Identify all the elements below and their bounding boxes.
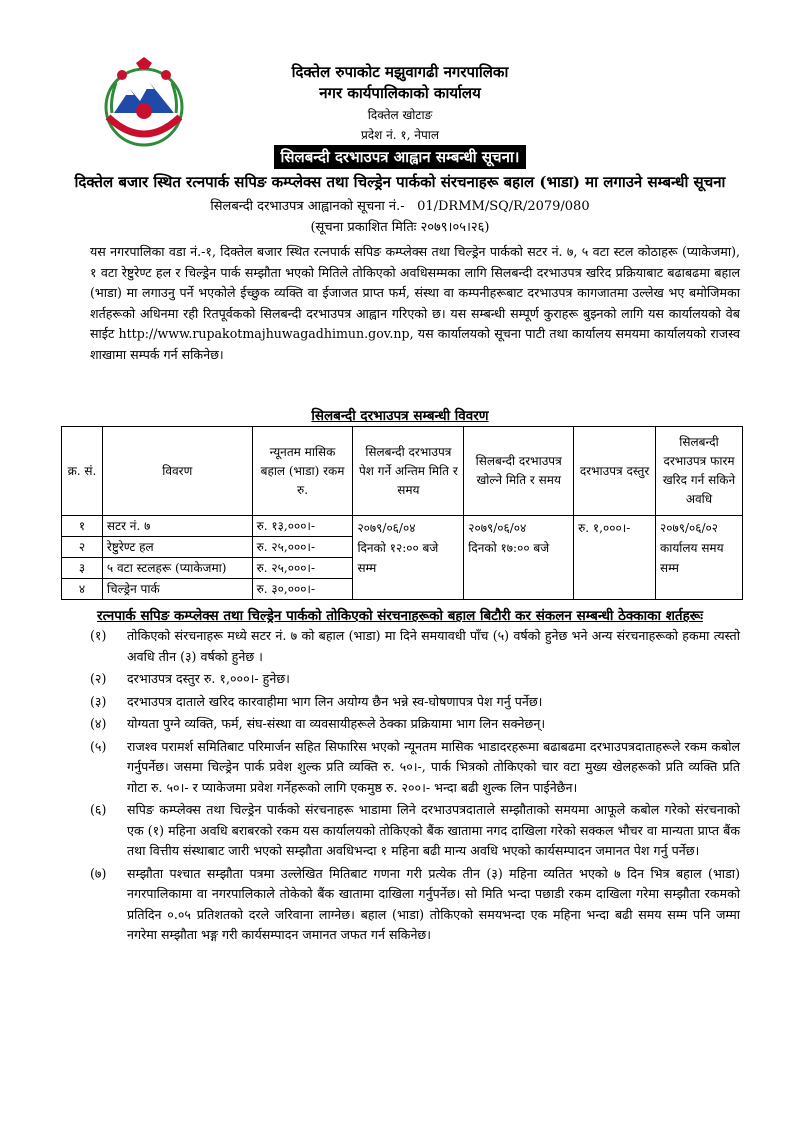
row-min-rent: रु. २५,०००।- [252,537,353,558]
header-submit-deadline: सिलबन्दी दरभाउपत्र पेश गर्ने अन्तिम मिति र समय [353,427,464,516]
terms-title: रत्नपार्क सपिङ कम्प्लेक्स तथा चिल्ड्रेन पार्कको तोकिएको संरचनाहरूको बहाल बिटौरी कर संकलन सम्बन्धी ठेक्काका शर्तहरूः [97,608,703,624]
publication-date: (सूचना प्रकाशित मितिः २०७९।०५।२६) [310,220,490,235]
row-description: रेष्टुरेण्ट हल [102,537,252,558]
list-item [90,864,740,946]
submit-deadline-cell [353,516,464,600]
header-opening-date: सिलबन्दी दरभाउपत्र खोल्ने मिति र समय [464,427,574,516]
office-name: नगर कार्यपालिकाको कार्यालय [319,84,481,102]
submit-until: सम्म [357,561,377,575]
opening-date-cell [464,516,574,600]
terms-list [90,626,740,948]
header-description: विवरण [102,427,252,516]
purchase-date: २०७९/०६/०२ [660,521,719,535]
row-description: चिल्ड्रेन पार्क [102,579,252,600]
submit-date: २०७९/०६/०४ [357,521,416,535]
term-number: (६) [90,802,107,817]
list-item [90,626,740,667]
open-date: २०७९/०६/०४ [468,521,527,535]
municipality-name: दिक्तेल रुपाकोट मझुवागढी नगरपालिका [291,63,509,81]
term-number: (४) [90,716,107,731]
term-number: (१) [90,628,107,643]
header-serial: क्र. सं. [62,427,103,516]
table-row [62,516,743,537]
term-text: योग्यता पुग्ने व्यक्ति, फर्म, संघ-संस्था वा व्यवसायीहरूले ठेक्का प्रक्रियामा भाग लिन सक्नेछन्। [127,716,546,731]
list-item [90,800,740,862]
term-text: राजश्व परामर्श समितिबाट परिमार्जन सहित सिफारिस भएको न्यूनतम मासिक भाडादरहरूमा बढाबढमा दरभाउपत्रदाताहरूले रकम कबोल गर्नुपर्नेछ। जसमा चिल्ड्रेन पार्क प्रवेश शुल्क प्रति व्यक्ति रु. ५०।-, पार्क भित्रको तोकिएको चार वटा मुख्य खेलहरूको प्रति व्यक्ति प्रति गोटा रु. ५०।- र प्याकेजमा प्रवेश गर्नेहरूको लागि एकमुष्ठ रु. २००।- भन्दा बढी शुल्क लिन पाईनेछैन। [127,738,740,795]
list-item [90,737,740,799]
notice-reference: सिलबन्दी दरभाउपत्र आह्वानको सूचना नं.- 01/DRMM/SQ/R/2079/080 [210,199,590,214]
term-number: (३) [90,693,107,709]
row-min-rent: रु. २५,०००।- [252,558,353,579]
term-text: सपिङ कम्प्लेक्स तथा चिल्ड्रेन पार्कको संरचनाहरू भाडामा लिने दरभाउपत्रदाताले सम्झौताको समयमा आफूले कबोल गरेको संरचनाको एक (१) महिना अवधि बराबरको रकम यस कार्यालयको तोकिएको बैंक खातामा नगद दाखिला गरेको सक्कल भौचर वा मान्यता प्राप्त बैंक तथा वित्तीय संस्थाबाट जारी भएको सम्झौता अवधिभन्दा १ महिना बढी मान्य अवधि भएको कार्यसम्पादन जमानत पेश गर्नु पर्नेछ। [127,802,740,858]
bid-details-table [61,426,743,600]
term-number: (७) [90,865,107,881]
table-header-row [62,427,743,516]
province: प्रदेश नं. १, नेपाल [360,128,440,142]
header-min-rent: न्यूनतम मासिक बहाल (भाडा) रकम रु. [252,427,353,516]
term-text: तोकिएको संरचनाहरू मध्ये सटर नं. ७ को बहाल (भाडा) मा दिने समयावधी पाँच (५) वर्षको हुनेछ भने अन्य संरचनाहरूको हकमा त्यस्तो अवधि तीन (३) वर्षको हुनेछ । [127,628,740,664]
row-min-rent: रु. ३०,०००।- [252,579,353,600]
term-number: (२) [90,671,107,686]
row-serial: ४ [62,579,103,600]
term-text: सम्झौता पश्चात सम्झौता पत्रमा उल्लेखित मितिबाट गणना गरी प्रत्येक तीन (३) महिना व्यतित भएको ७ दिन भित्र बहाल (भाडा) नगरपालिकामा वा नगरपालिकाले तोकेको बैंक खातामा दाखिला गर्नुपर्नेछ। सो मिति भन्दा पछाडी रकम दाखिला गरेमा सम्झौता रकमको प्रतिदिन ०.०५ प्रतिशतको दरले जरिवाना लाग्नेछ। बहाल (भाडा) तोकिएको समयभन्दा एक महिना भन्दा बढी समय सम्म पनि जम्मा नगरेमा सम्झौता भङ्ग गरी कार्यसम्पादन जमानत जफत गर्न सकिनेछ। [127,865,740,942]
notice-badge-wrap [0,145,800,169]
fee-cell: रु. १,०००।- [574,516,656,600]
table-title: सिलबन्दी दरभाउपत्र सम्बन्धी विवरण [311,408,489,424]
header-purchase-period: सिलबन्दी दरभाउपत्र फारम खरिद गर्न सकिने अवधि [656,427,743,516]
row-min-rent: रु. १३,०००।- [252,516,353,537]
row-serial: १ [62,516,103,537]
list-item [90,669,740,690]
row-serial: ३ [62,558,103,579]
term-number: (५) [90,738,107,754]
row-serial: २ [62,537,103,558]
office-location: दिक्तेल खोटाङ [367,108,433,122]
notice-badge: सिलबन्दी दरभाउपत्र आह्वान सम्बन्धी सूचना। [274,145,527,169]
term-text: दरभाउपत्र दस्तुर रु. १,०००।- हुनेछ। [127,671,290,686]
submit-time: दिनको १२:०० बजे [357,541,439,555]
term-text: दरभाउपत्र दाताले खरिद कारवाहीमा भाग लिन अयोग्य छैन भन्ने स्व-घोषणापत्र पेश गर्नु पर्नेछ। [127,693,543,709]
purchase-period-cell [656,516,743,600]
notice-title: दिक्तेल बजार स्थित रत्नपार्क सपिङ कम्प्लेक्स तथा चिल्ड्रेन पार्कको संरचनाहरू बहाल (भाडा) मा लगाउने सम्बन्धी सूचना [74,173,726,191]
header-fee: दरभाउपत्र दस्तुर [574,427,656,516]
open-time: दिनको १७:०० बजे [468,541,550,555]
list-item [90,714,740,735]
list-item [90,692,740,713]
row-description: सटर नं. ७ [102,516,252,537]
row-description: ५ वटा स्टलहरू (प्याकेजमा) [102,558,252,579]
body-paragraph: यस नगरपालिका वडा नं.-१, दिक्तेल बजार स्थित रत्नपार्क सपिङ कम्प्लेक्स तथा चिल्ड्रेन पार्कको सटर नं. ७, ५ वटा स्टल कोठाहरू (प्याकेजमा), १ वटा रेष्टुरेण्ट हल र चिल्ड्रेन पार्क सम्झौता भएको मितिले तोकिएको अवधिसम्मका लागि सिलबन्दी दरभाउपत्र खरिद प्रक्रियाबाट बढाबढमा बहाल (भाडा) मा लगाउनु पर्ने भएकोले ईच्छुक व्यक्ति वा ईजाजत प्राप्त फर्म, संस्था वा कम्पनीहरूबाट दरभाउपत्र कागजातमा उल्लेख भए बमोजिमका शर्तहरूको अधिनमा रही रितपूर्वकको सिलबन्दी दरभाउपत्र आह्वान गरिएको छ। यस सम्बन्धी सम्पूर्ण कुराहरू बुझ्नको लागि यस कार्यालयको वेब साईट http://www.rupakotmajhuwagadhimun.gov.np, यस कार्यालयको सूचना पाटी तथा कार्यालय समयमा कार्यालयको राजस्व शाखामा सम्पर्क गर्न सकिनेछ। [90,244,740,362]
purchase-hours: कार्यालय समय सम्म [660,541,724,575]
